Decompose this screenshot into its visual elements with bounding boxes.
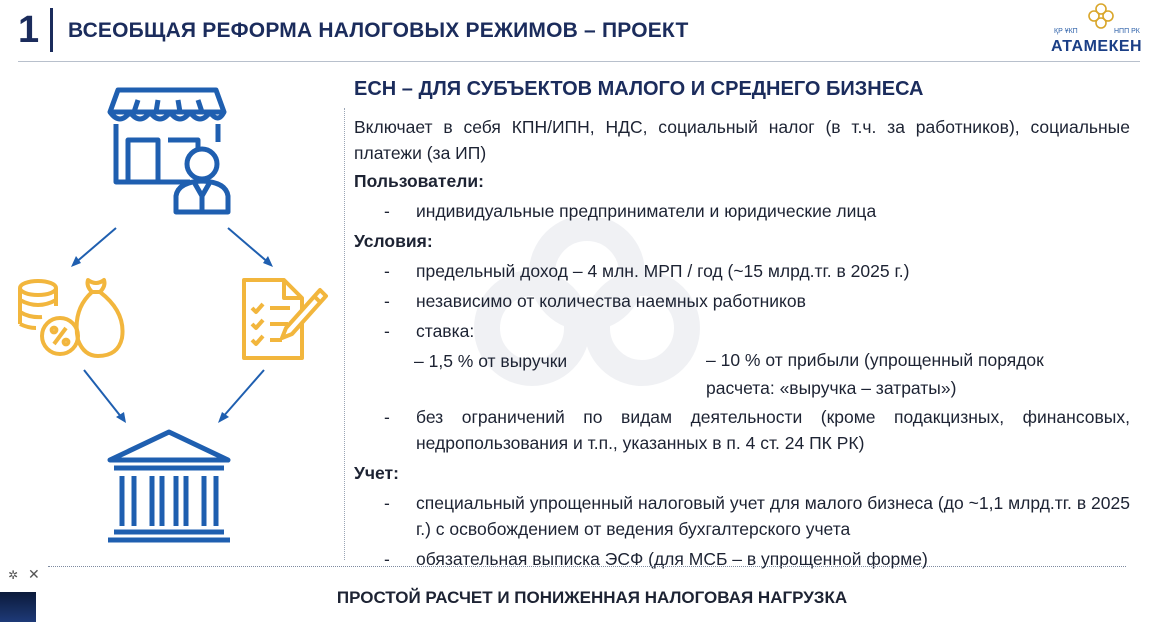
logo-ornament-icon (1086, 2, 1116, 30)
logo-caption-left: ҚР ҰКП (1054, 28, 1078, 35)
list-dash: - (384, 321, 390, 341)
footer-divider (48, 566, 1126, 567)
list-dash: - (384, 201, 390, 221)
slide-header (0, 0, 1158, 62)
list-item (354, 316, 1130, 346)
arrow-down-right-icon (222, 224, 278, 270)
list-item-text: обязательная выписка ЭСФ (для МСБ – в упрощенной форме) (416, 549, 928, 569)
main-content (354, 74, 1130, 574)
list-item (354, 402, 1130, 458)
list-item-text: независимо от количества наемных работников (416, 291, 806, 311)
list-item-text: без ограничений по видам деятельности (кроме подакцизных, финансовых, недропользования и т.п., указанных в п. 4 ст. 24 ПК РК) (416, 407, 1130, 453)
list-item-text: специальный упрощенный налоговый учет для малого бизнеса (до ~1,1 млрд.тг. в 2025 г.) с освобождением от ведения бухгалтерского учета (416, 493, 1130, 539)
list-dash: - (384, 407, 390, 427)
list-item-text: предельный доход – 4 млн. МРП / год (~15 млрд.тг. в 2025 г.) (416, 261, 910, 281)
rate-revenue: – 1,5 % от выручки (414, 351, 568, 371)
list-item (354, 196, 1130, 226)
government-bank-icon (104, 428, 234, 544)
atameken-logo (1048, 2, 1148, 58)
list-item (354, 286, 1130, 316)
column-divider (344, 108, 345, 560)
list-item (354, 488, 1130, 544)
video-thumbnail[interactable] (0, 592, 36, 622)
header-divider (18, 61, 1140, 62)
logo-name: АТАМЕКЕН (1051, 38, 1143, 55)
coins-and-money-bag-icon (14, 276, 128, 360)
users-label: Пользователи: (354, 171, 484, 191)
conditions-label: Условия: (354, 231, 433, 251)
storefront-with-person-icon (98, 84, 238, 216)
list-item (354, 544, 1130, 574)
list-dash: - (384, 493, 390, 513)
list-dash: - (384, 549, 390, 569)
accounting-label: Учет: (354, 463, 399, 483)
arrow-down-left-icon (66, 224, 122, 270)
document-with-pen-icon (240, 276, 330, 362)
slide-number: 1 (18, 9, 40, 51)
arrow-down-right-icon (80, 366, 130, 426)
list-item (354, 256, 1130, 286)
footer-banner: ПРОСТОЙ РАСЧЕТ И ПОНИЖЕННАЯ НАЛОГОВАЯ НАГРУЗКА (336, 588, 848, 607)
header-separator (50, 8, 53, 52)
list-item-text: индивидуальные предприниматели и юридические лица (416, 201, 877, 221)
intro-paragraph: Включает в себя КПН/ИПН, НДС, социальный налог (в т.ч. за работников), социальные платежи (за ИП) (354, 117, 1130, 163)
rate-options (354, 346, 1130, 402)
list-dash: - (384, 261, 390, 281)
close-icon[interactable]: ✕ (28, 566, 40, 582)
list-dash: - (384, 291, 390, 311)
rate-profit: – 10 % от прибыли (упрощенный порядок расчета: «выручка – затраты») (706, 350, 1044, 398)
section-title: ЕСН – ДЛЯ СУБЪЕКТОВ МАЛОГО И СРЕДНЕГО БИЗНЕСА (354, 78, 924, 100)
gear-icon[interactable]: ✲ (8, 568, 19, 582)
logo-caption-right: НПП РК (1114, 28, 1140, 35)
arrow-down-left-icon (212, 366, 268, 426)
slide-title: ВСЕОБЩАЯ РЕФОРМА НАЛОГОВЫХ РЕЖИМОВ – ПРОЕКТ (68, 19, 689, 42)
list-item-text: ставка: (416, 321, 475, 341)
